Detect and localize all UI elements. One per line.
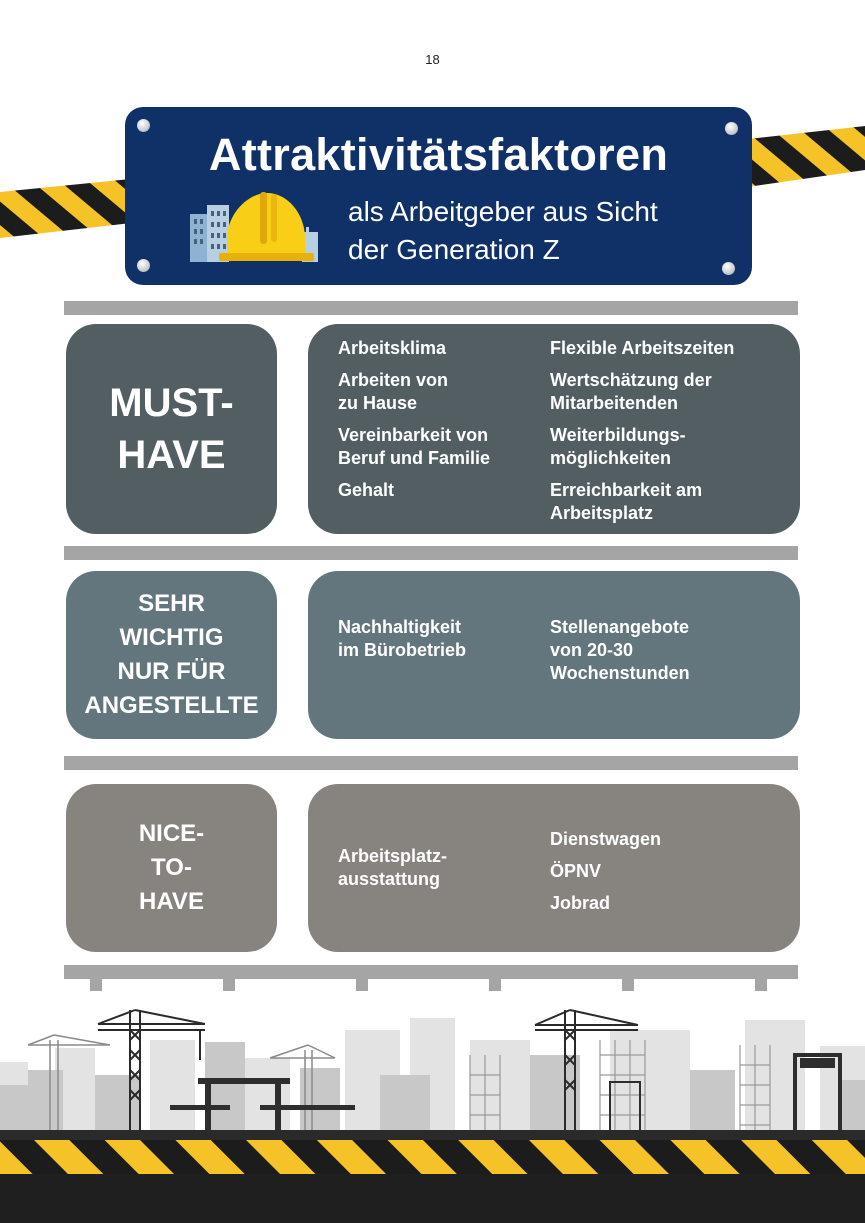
header-subtitle [348, 193, 738, 269]
list-item: Gehalt [338, 480, 395, 500]
shelf-leg [223, 975, 235, 991]
tier-label-must-have [66, 324, 277, 534]
shelf-leg [489, 975, 501, 991]
shelf-divider [64, 756, 798, 770]
list-item: Arbeitsplatz- ausstattung [338, 846, 448, 889]
tier-box-nice-to-have [308, 784, 800, 952]
list-item: Weiterbildungs- möglichkeiten [550, 425, 686, 468]
tier-box-must-have [308, 324, 800, 534]
list-item: Jobrad [550, 893, 611, 913]
list-item: Flexible Arbeitszeiten [550, 338, 735, 358]
shelf-leg [755, 975, 767, 991]
tier-label-line: NUR FÜR [117, 658, 226, 685]
tier-label-line: MUST- [109, 381, 234, 425]
tier-label-sehr-wichtig [66, 571, 277, 739]
shelf-leg [622, 975, 634, 991]
hazard-tape-left [0, 178, 140, 238]
tier-label-line: NICE- [138, 820, 205, 847]
list-item: Vereinbarkeit von Beruf und Familie [338, 425, 491, 468]
shelf-divider [64, 546, 798, 560]
hazard-tape-right [740, 126, 865, 188]
tier-label-line: HAVE [117, 433, 226, 477]
list-item: Arbeitsklima [338, 338, 447, 358]
header-sign [125, 107, 752, 285]
tier-label-nice-to-have [66, 784, 277, 952]
shelf-divider [64, 301, 798, 315]
shelf-divider [64, 965, 798, 979]
subtitle-line-1: als Arbeitgeber aus Sicht [348, 196, 658, 227]
list-item: ÖPNV [550, 861, 602, 881]
screw [137, 259, 150, 272]
tier-label-line: HAVE [139, 888, 204, 915]
hard-hat-icon [187, 187, 322, 267]
tier-label-line: WICHTIG [119, 624, 224, 651]
list-item: Stellenangebote von 20-30 Wochenstunden [550, 617, 690, 683]
list-item: Nachhaltigkeit im Bürobetrieb [338, 617, 467, 660]
subtitle-line-2: der Generation Z [348, 234, 560, 265]
shelf-leg [90, 975, 102, 991]
list-item: Arbeiten von zu Hause [338, 370, 449, 413]
list-item: Erreichbarkeit am Arbeitsplatz [550, 480, 703, 523]
construction-skyline [0, 1000, 865, 1223]
list-item: Dienstwagen [550, 829, 662, 849]
page-number: 18 [425, 52, 440, 67]
page-title: Attraktivitätsfaktoren [208, 129, 669, 180]
tier-label-line: SEHR [138, 590, 205, 617]
tier-label-line: TO- [151, 854, 192, 881]
tier-box-sehr-wichtig [308, 571, 800, 739]
list-item: Wertschätzung der Mitarbeitenden [550, 370, 712, 413]
tier-label-line: ANGESTELLTE [84, 692, 259, 719]
shelf-leg [356, 975, 368, 991]
